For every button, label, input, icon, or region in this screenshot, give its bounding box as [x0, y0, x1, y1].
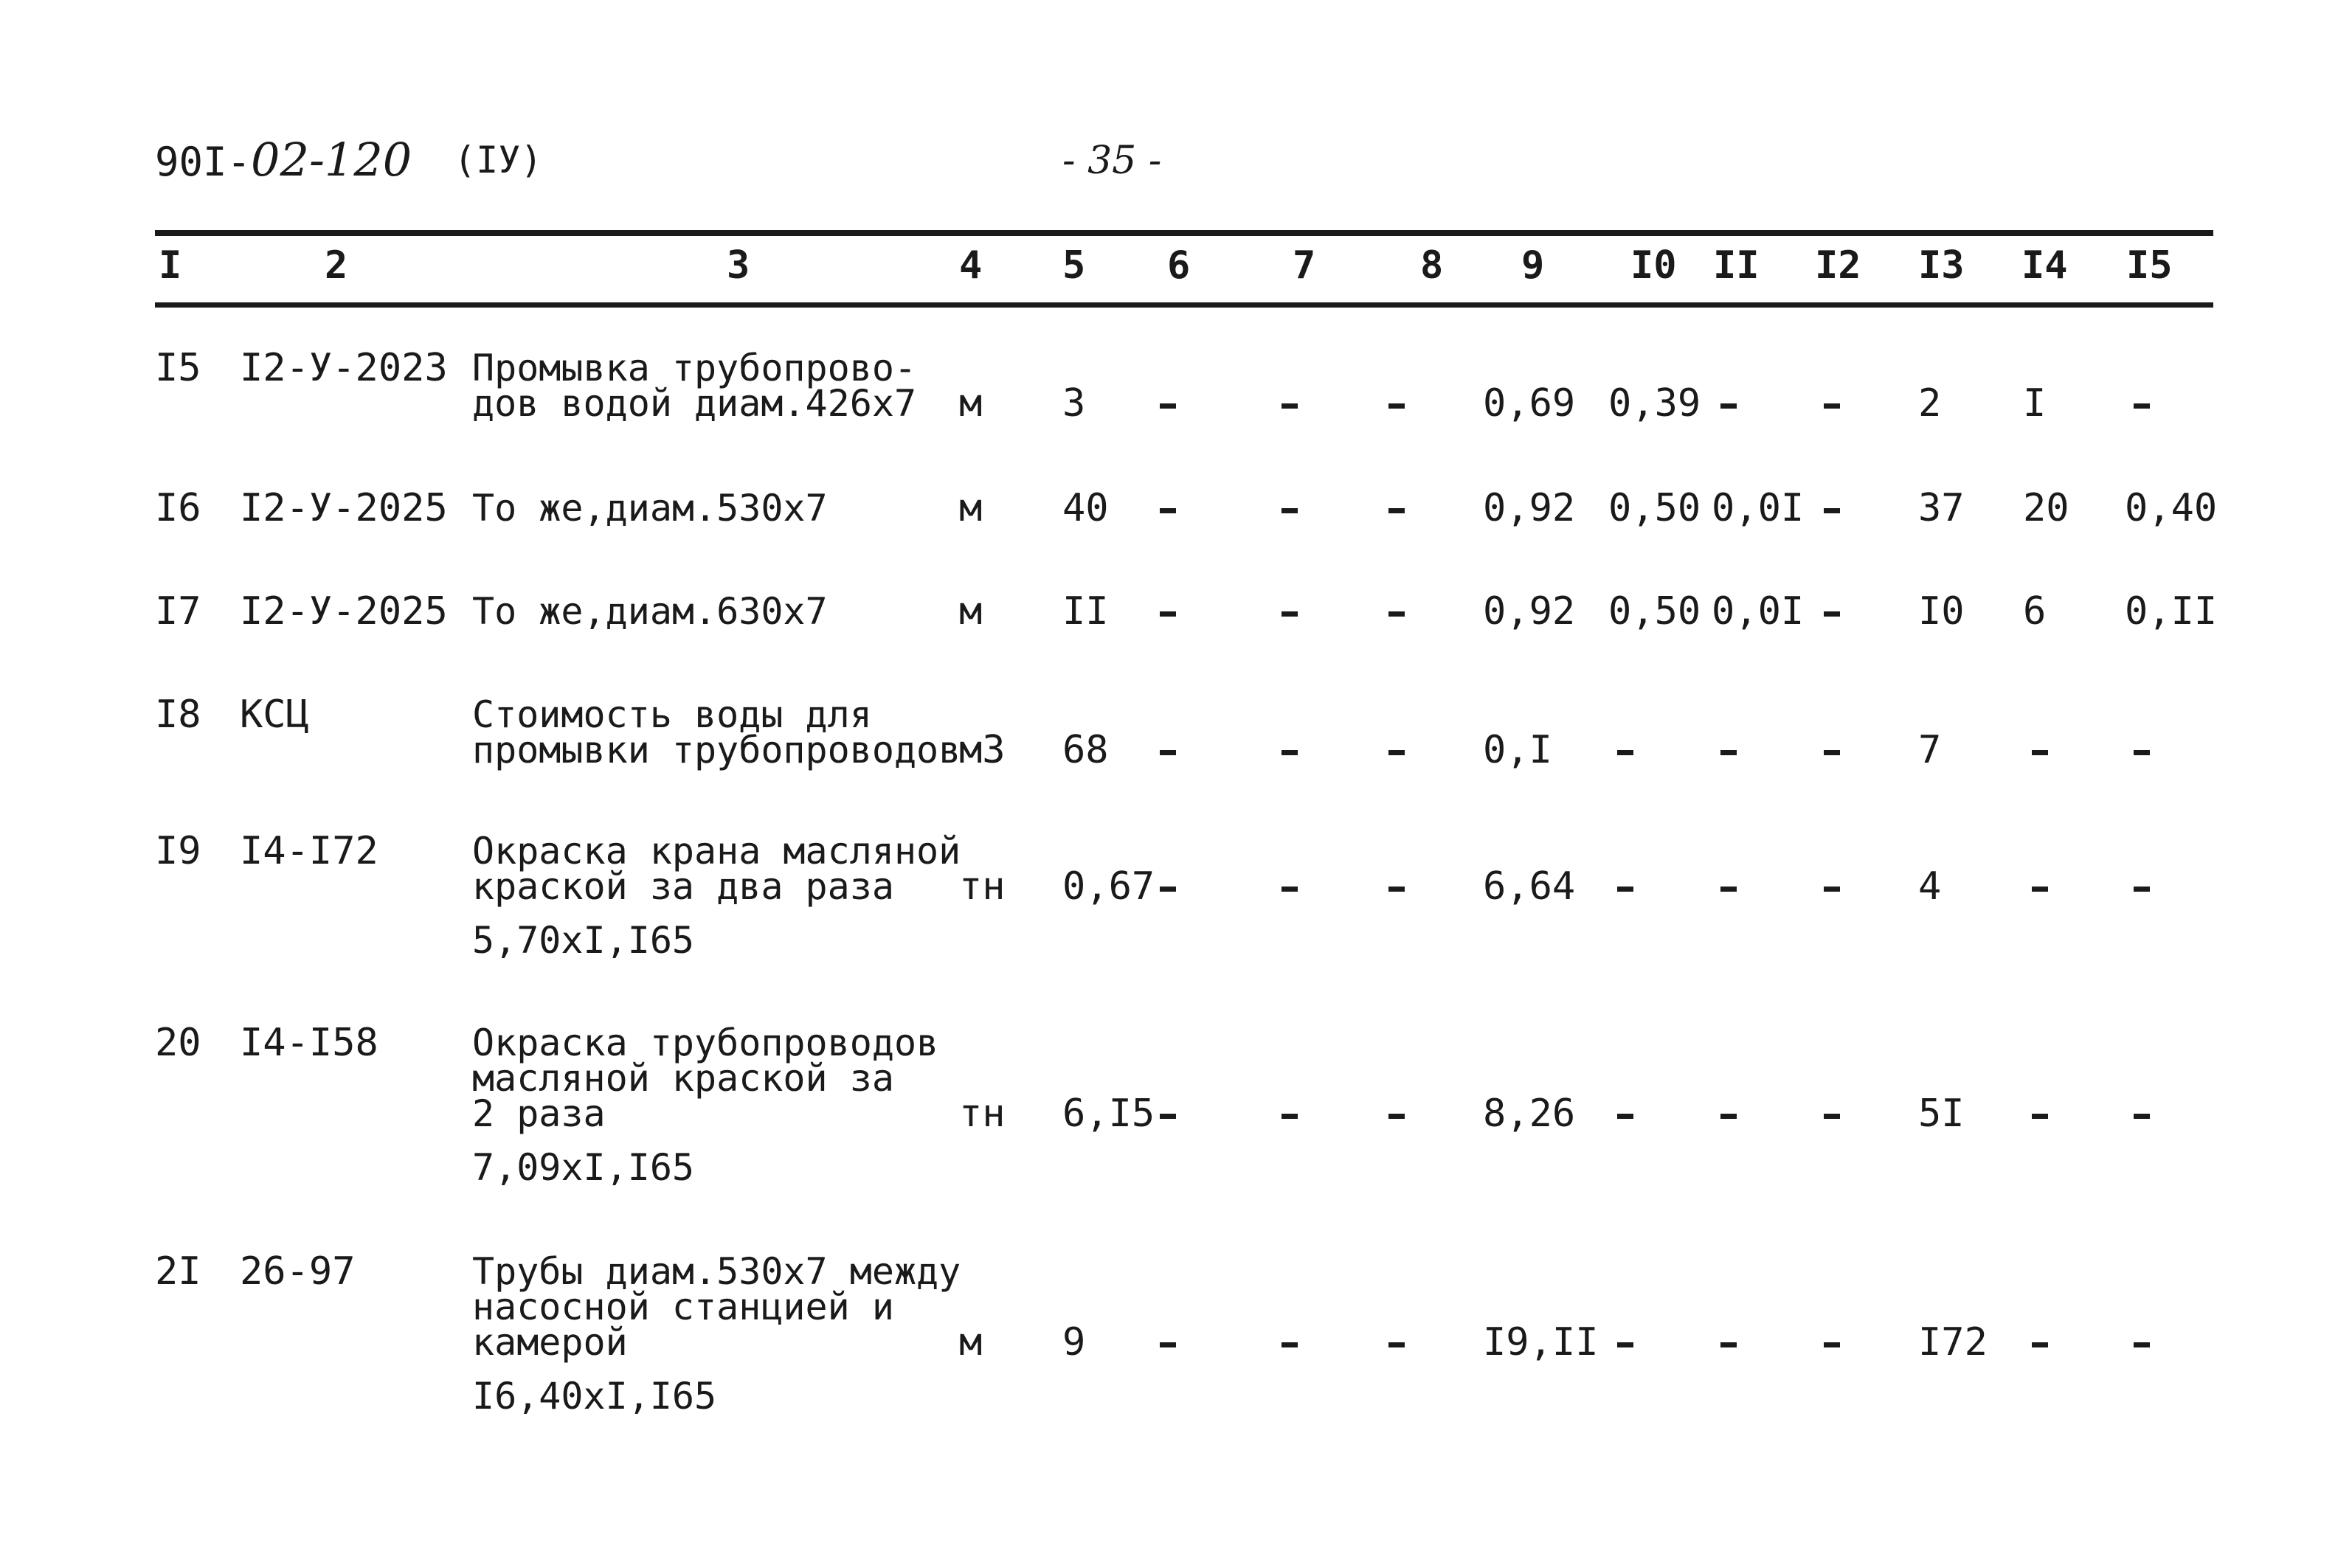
dash-mark [1160, 508, 1176, 513]
total-cost: 4 [1918, 864, 1942, 909]
dash-mark [1160, 611, 1176, 617]
dash-mark [1617, 887, 1633, 892]
column-header-4: 4 [959, 243, 983, 288]
column-header-8: 8 [1420, 243, 1444, 288]
col-10: 0,50 [1608, 486, 1701, 530]
dash-mark [2134, 1114, 2150, 1119]
calculation-note: 5,70хI,I65 [472, 919, 695, 962]
normative-code: 26-97 [240, 1249, 356, 1294]
column-header-13: I3 [1918, 243, 1965, 288]
dash-mark [2032, 1114, 2048, 1119]
col-11: 0,0I [1712, 486, 1805, 530]
row-number: 20 [155, 1021, 201, 1065]
work-description: Промывка трубопрово- дов водой диам.426х7 [472, 347, 917, 425]
dash-mark [2032, 750, 2048, 755]
total-cost: I0 [1918, 589, 1965, 634]
dash-mark [1824, 508, 1840, 513]
calculation-note: 7,09хI,I65 [472, 1146, 695, 1189]
unit-cost: 0,I [1483, 728, 1552, 772]
unit-cost: I9,II [1483, 1320, 1599, 1364]
normative-code: I2-У-2025 [240, 486, 448, 530]
total-cost: 5I [1918, 1092, 1965, 1136]
column-header-14: I4 [2021, 243, 2068, 288]
dash-mark [1720, 1342, 1737, 1347]
total-cost: I72 [1918, 1320, 1988, 1364]
document-code-prefix: 90I- [155, 139, 252, 185]
calculation-note: I6,40хI,I65 [472, 1375, 717, 1418]
dash-mark [1388, 1342, 1405, 1347]
work-description: То же,диам.630х7 [472, 590, 828, 633]
col-15: 0,II [2125, 589, 2218, 634]
table-header-rule [155, 302, 2213, 308]
column-header-9: 9 [1521, 243, 1545, 288]
quantity: 68 [1062, 728, 1109, 772]
total-cost: 37 [1918, 486, 1965, 530]
quantity: 6,I5 [1062, 1092, 1155, 1136]
row-number: I5 [155, 346, 201, 390]
unit: тн [959, 864, 1006, 909]
unit: м [959, 589, 983, 634]
table-top-rule [155, 230, 2213, 236]
unit: тн [959, 1092, 1006, 1136]
unit-cost: 0,92 [1483, 486, 1576, 530]
dash-mark [2134, 403, 2150, 409]
dash-mark [1617, 1114, 1633, 1119]
col-11: 0,0I [1712, 589, 1805, 634]
col-14: I [2023, 381, 2047, 426]
unit-cost: 0,69 [1483, 381, 1576, 426]
dash-mark [1824, 611, 1840, 617]
normative-code: I2-У-2025 [240, 589, 448, 634]
work-description: То же,диам.530х7 [472, 487, 828, 530]
dash-mark [1282, 750, 1298, 755]
dash-mark [1160, 403, 1176, 409]
dash-mark [1824, 750, 1840, 755]
row-number: I8 [155, 693, 201, 737]
dash-mark [1282, 611, 1298, 617]
col-14: 6 [2023, 589, 2047, 634]
work-description: Стоимость воды для промывки трубопроводов [472, 693, 961, 771]
dash-mark [1720, 1114, 1737, 1119]
dash-mark [1388, 1114, 1405, 1119]
dash-mark [1388, 508, 1405, 513]
total-cost: 7 [1918, 728, 1942, 772]
dash-mark [1160, 887, 1176, 892]
row-number: 2I [155, 1249, 201, 1294]
work-description: Окраска трубопроводов масляной краской за 2 раза [472, 1021, 939, 1135]
dash-mark [1617, 750, 1633, 755]
normative-code: I4-I58 [240, 1021, 378, 1065]
total-cost: 2 [1918, 381, 1942, 426]
document-code [155, 133, 412, 187]
column-header-11: II [1713, 243, 1760, 288]
work-description: Окраска крана масляной краской за два раза [472, 830, 961, 908]
col-10: 0,39 [1608, 381, 1701, 426]
dash-mark [1282, 1114, 1298, 1119]
dash-mark [2032, 887, 2048, 892]
col-10: 0,50 [1608, 589, 1701, 634]
dash-mark [1388, 887, 1405, 892]
row-number: I6 [155, 486, 201, 530]
dash-mark [1282, 887, 1298, 892]
dash-mark [1824, 1342, 1840, 1347]
column-header-12: I2 [1815, 243, 1861, 288]
dash-mark [2134, 887, 2150, 892]
dash-mark [2134, 1342, 2150, 1347]
dash-mark [1282, 403, 1298, 409]
unit: м [959, 486, 983, 530]
column-header-2: 2 [325, 243, 348, 288]
dash-mark [1388, 403, 1405, 409]
row-number: I7 [155, 589, 201, 634]
column-header-6: 6 [1167, 243, 1191, 288]
unit-cost: 0,92 [1483, 589, 1576, 634]
dash-mark [2032, 1342, 2048, 1347]
normative-code: I2-У-2023 [240, 346, 448, 390]
dash-mark [1824, 403, 1840, 409]
dash-mark [1720, 887, 1737, 892]
dash-mark [1824, 887, 1840, 892]
dash-mark [1160, 1114, 1176, 1119]
dash-mark [1720, 403, 1737, 409]
row-number: I9 [155, 829, 201, 873]
page-number: - 35 - [1062, 139, 1162, 183]
dash-mark [1617, 1342, 1633, 1347]
dash-mark [1160, 1342, 1176, 1347]
unit-cost: 6,64 [1483, 864, 1576, 909]
unit: м3 [959, 728, 1006, 772]
unit: м [959, 381, 983, 426]
quantity: 40 [1062, 486, 1109, 530]
column-header-15: I5 [2126, 243, 2173, 288]
column-header-7: 7 [1293, 243, 1316, 288]
normative-code: КСЦ [240, 693, 309, 737]
dash-mark [1388, 750, 1405, 755]
dash-mark [2134, 750, 2150, 755]
unit: м [959, 1320, 983, 1364]
dash-mark [1824, 1114, 1840, 1119]
quantity: II [1062, 589, 1109, 634]
unit-cost: 8,26 [1483, 1092, 1576, 1136]
dash-mark [1720, 750, 1737, 755]
normative-code: I4-I72 [240, 829, 378, 873]
column-header-10: I0 [1630, 243, 1677, 288]
column-header-3: 3 [727, 243, 750, 288]
column-header-5: 5 [1062, 243, 1086, 288]
work-description: Трубы диам.530х7 между насосной станцией и камерой [472, 1250, 961, 1364]
col-14: 20 [2023, 486, 2069, 530]
dash-mark [1282, 508, 1298, 513]
dash-mark [1282, 1342, 1298, 1347]
dash-mark [1388, 611, 1405, 617]
document-section: (IУ) [454, 139, 543, 181]
col-15: 0,40 [2125, 486, 2218, 530]
column-header-1: I [159, 243, 182, 288]
dash-mark [1160, 750, 1176, 755]
quantity: 3 [1062, 381, 1086, 426]
quantity: 9 [1062, 1320, 1086, 1364]
quantity: 0,67 [1062, 864, 1155, 909]
document-code-handwritten: 02-120 [251, 133, 412, 187]
